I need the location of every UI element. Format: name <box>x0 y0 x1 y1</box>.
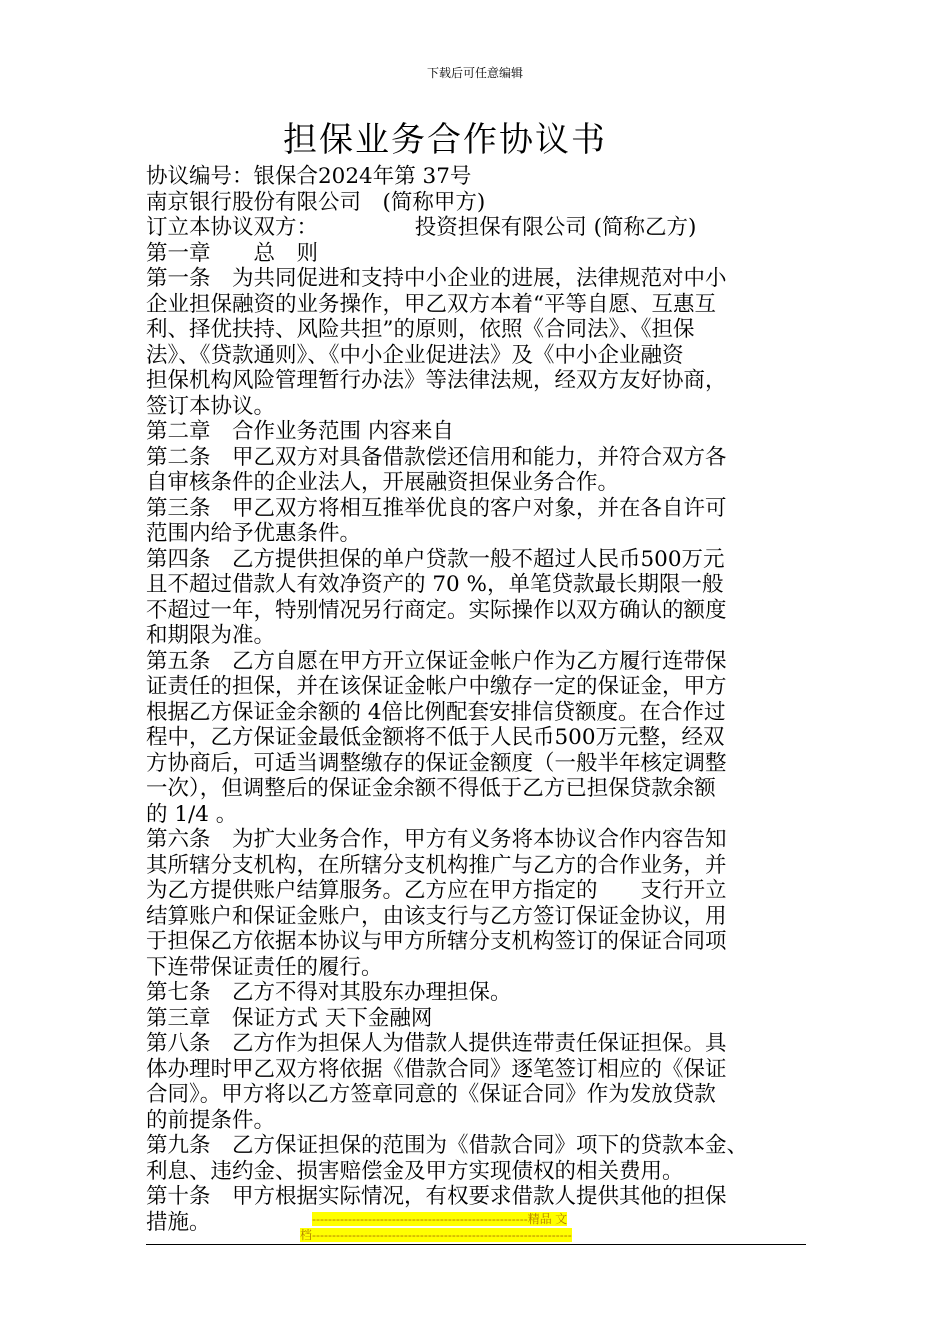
document-line: 且不超过借款人有效净资产的 70 %，单笔贷款最长期限一般 <box>146 572 724 597</box>
document-line: 签订本协议。 <box>146 393 276 419</box>
footer-watermark <box>300 1211 650 1243</box>
document-line: 法》、《贷款通则》、《中小企业促进法》及《中小企业融资 <box>146 342 684 368</box>
document-line: 第一条 为共同促进和支持中小企业的进展，法律规范对中小 <box>146 266 727 291</box>
document-line: 的前提条件。 <box>146 1107 276 1133</box>
document-line: 于担保乙方依据本协议与甲方所辖分支机构签订的保证合同项 <box>146 929 727 954</box>
footer-line-2: 档----------------------------------------------------------------- <box>300 1228 572 1242</box>
document-line: 第八条 乙方作为担保人为借款人提供连带责任保证担保。具 <box>146 1031 727 1056</box>
document-line: 体办理时甲乙双方将依据《借款合同》逐笔签订相应的《保证 <box>146 1056 727 1082</box>
document-line: 第四条 乙方提供担保的单户贷款一般不超过人民币500万元 <box>146 546 725 572</box>
document-line: 自审核条件的企业法人，开展融资担保业务合作。 <box>146 470 620 495</box>
document-line: 不超过一年，特别情况另行商定。实际操作以双方确认的额度 <box>146 597 727 623</box>
document-line: 范围内给予优惠条件。 <box>146 521 362 546</box>
document-line: 其所辖分支机构，在所辖分支机构推广与乙方的合作业务，并 <box>146 852 727 878</box>
document-line: 的 1/4 。 <box>146 801 238 827</box>
document-line: 第五条 乙方自愿在甲方开立保证金帐户作为乙方履行连带保 <box>146 648 727 674</box>
document-line: 第二章 合作业务范围 内容来自 <box>146 419 454 444</box>
document-line: 第九条 乙方保证担保的范围为《借款合同》项下的贷款本金、 <box>146 1133 749 1158</box>
document-line: 第三条 甲乙双方将相互推举优良的客户对象，并在各自许可 <box>146 495 727 521</box>
document-line: 第七条 乙方不得对其股东办理担保。 <box>146 980 512 1005</box>
document-line: 第十条 甲方根据实际情况，有权要求借款人提供其他的担保 <box>146 1184 727 1209</box>
document-line: 和期限为准。 <box>146 623 276 648</box>
document-line: 担保机构风险管理暂行办法》等法律法规，经双方友好协商， <box>146 368 727 393</box>
document-line: 合同》。甲方将以乙方签章同意的《保证合同》作为发放贷款 <box>146 1082 716 1107</box>
document-line: 南京银行股份有限公司 (简称甲方) <box>146 189 486 215</box>
document-line: 利、择优扶持、风险共担”的原则，依照《合同法》、《担保 <box>146 317 695 342</box>
document-line: 企业担保融资的业务操作，甲乙双方本着“平等自愿、互惠互 <box>146 291 716 317</box>
document-line: 第六条 为扩大业务合作，甲方有义务将本协议合作内容告知 <box>146 827 727 852</box>
document-line: 为乙方提供账户结算服务。乙方应在甲方指定的 支行开立 <box>146 878 727 903</box>
document-line: 一次），但调整后的保证金余额不得低于乙方已担保贷款余额 <box>146 776 716 801</box>
document-title: 担保业务合作协议书 <box>283 120 607 160</box>
document-line: 协议编号：银保合2024年第 37号 <box>146 164 472 189</box>
page-header-note: 下载后可任意编辑 <box>426 66 523 80</box>
document-line: 结算账户和保证金账户，由该支行与乙方签订保证金协议，用 <box>146 903 727 929</box>
document-line: 证责任的担保，并在该保证金帐户中缴存一定的保证金，甲方 <box>146 674 727 699</box>
document-line: 措施。 <box>146 1209 211 1235</box>
document-line: 程中，乙方保证金最低金额将不低于人民币500万元整，经双 <box>146 725 725 750</box>
document-line: 方协商后，可适当调整缴存的保证金额度（一般半年核定调整 <box>146 750 727 776</box>
document-body <box>146 164 816 1235</box>
document-line: 订立本协议双方： 投资担保有限公司 (简称乙方) <box>146 215 697 240</box>
document-line: 根据乙方保证金余额的 4倍比例配套安排信贷额度。在合作过 <box>146 699 726 725</box>
footer-divider <box>146 1244 806 1245</box>
document-line: 第二条 甲乙双方对具备借款偿还信用和能力，并符合双方各 <box>146 444 727 470</box>
document-line: 第三章 保证方式 天下金融网 <box>146 1005 433 1031</box>
footer-line-1: ------------------------------------------------------精品 文 <box>312 1212 568 1226</box>
document-line: 第一章 总 则 <box>146 240 319 266</box>
document-line: 下连带保证责任的履行。 <box>146 954 383 980</box>
document-line: 利息、违约金、损害赔偿金及甲方实现债权的相关费用。 <box>146 1158 684 1184</box>
